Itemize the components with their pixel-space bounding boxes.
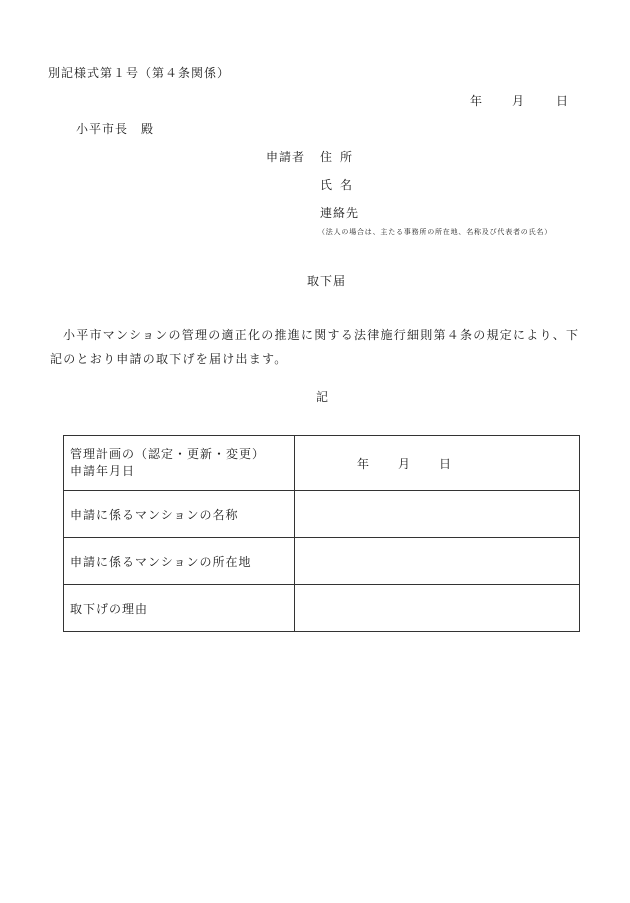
table-date-month: 月 [398, 456, 412, 471]
table-row [64, 585, 580, 632]
date-month-label: 月 [512, 94, 526, 108]
applicant-name-label: 氏名 [320, 178, 361, 192]
applicant-label: 申請者 [266, 150, 306, 164]
mansion-address-label: 申請に係るマンションの所在地 [64, 538, 295, 585]
body-paragraph: 小平市マンションの管理の適正化の推進に関する法律施行細則第４条の規定により、下記のとおり申請の取下げを届け出ます。 [50, 328, 580, 366]
table-date-year: 年 [357, 456, 371, 471]
mansion-name-label: 申請に係るマンションの名称 [64, 491, 295, 538]
date-day-label: 日 [556, 94, 570, 108]
table-date-day: 日 [439, 456, 453, 471]
application-date-label [64, 436, 295, 491]
table-row [64, 491, 580, 538]
withdrawal-reason-label: 取下げの理由 [64, 585, 295, 632]
label-line-2: 申請年月日 [70, 464, 136, 478]
applicant-contact-label: 連絡先 [320, 206, 360, 220]
application-date-value[interactable] [295, 436, 580, 491]
table-row [64, 538, 580, 585]
details-table [63, 435, 580, 632]
table-row [64, 436, 580, 491]
mansion-address-value[interactable] [295, 538, 580, 585]
corporate-note: （法人の場合は、主たる事務所の所在地、名称及び代表者の氏名） [318, 228, 552, 236]
date-year-label: 年 [470, 94, 484, 108]
withdrawal-reason-value[interactable] [295, 585, 580, 632]
applicant-address-label: 住所 [320, 150, 361, 164]
addressee: 小平市長 殿 [76, 122, 155, 136]
document-title: 取下届 [307, 274, 347, 288]
ki-heading: 記 [316, 390, 330, 404]
mansion-name-value[interactable] [295, 491, 580, 538]
label-line-1: 管理計画の（認定・更新・変更） [70, 447, 266, 461]
form-number-label: 別記様式第１号（第４条関係） [48, 66, 231, 80]
